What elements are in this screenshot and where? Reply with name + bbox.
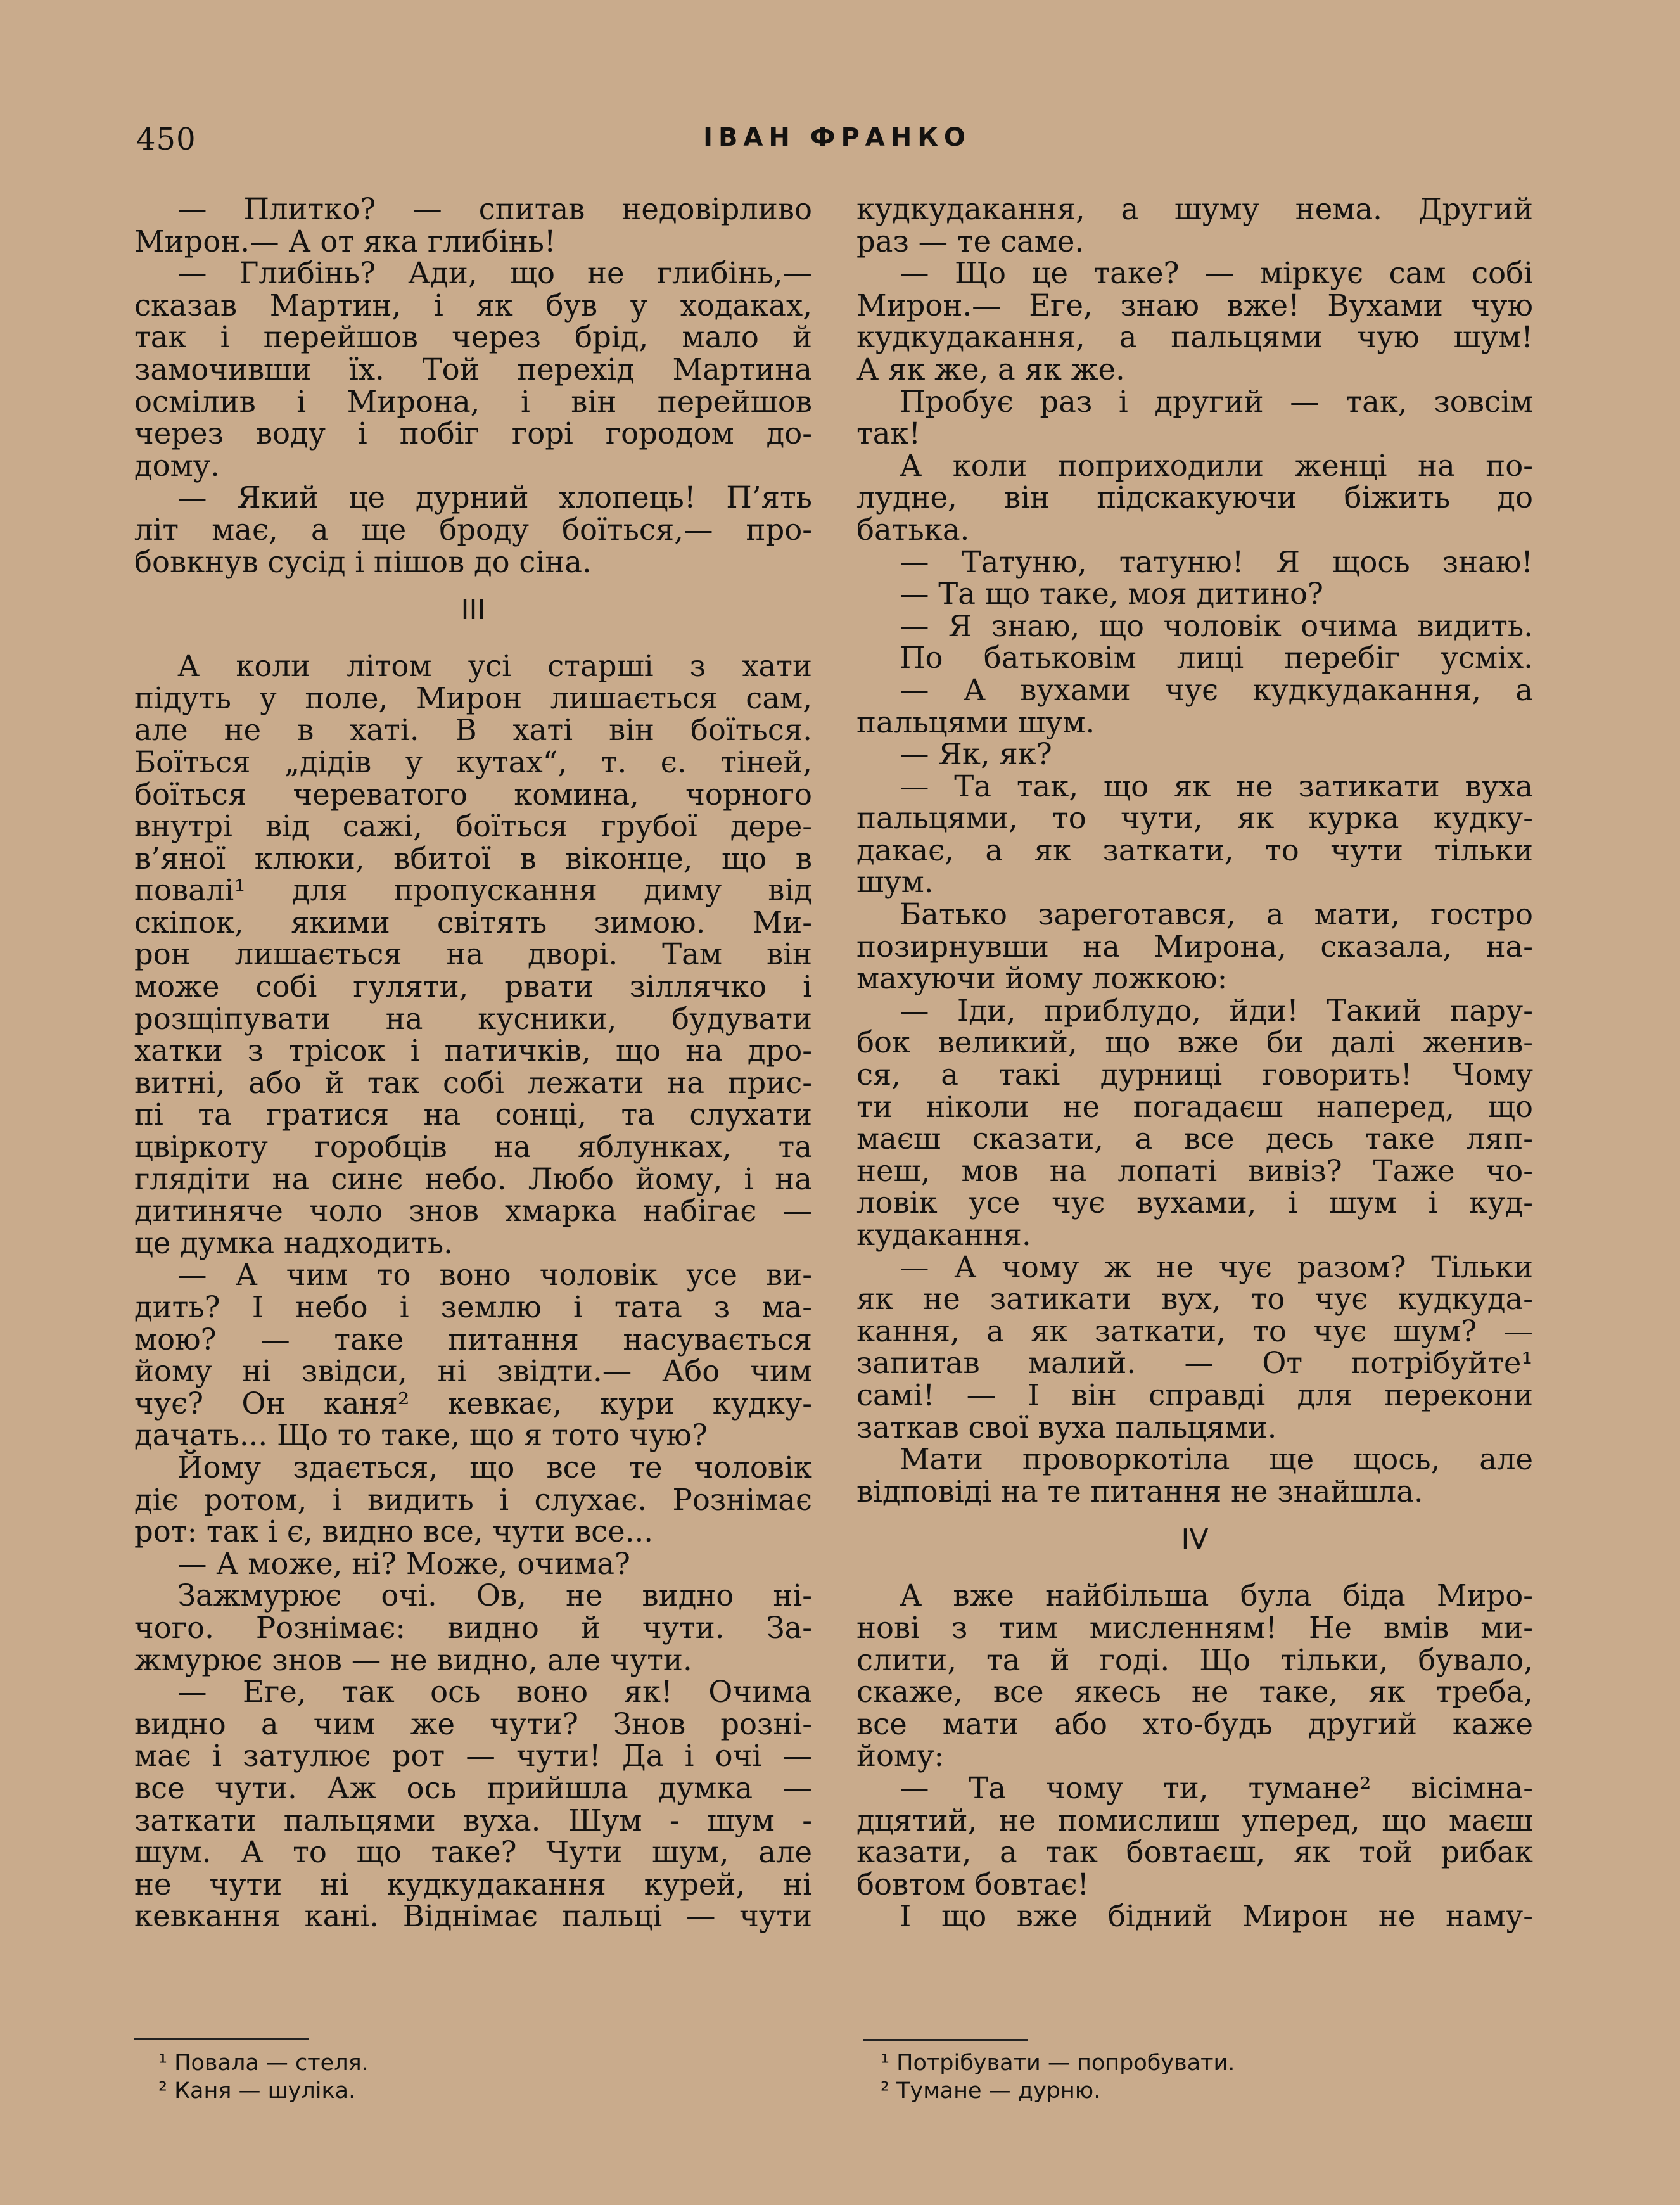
footnote: ² Каня — шуліка. <box>158 2078 356 2104</box>
text-line: — Плитко? — спитав недовірливо <box>177 192 812 226</box>
text-line: чує? Он каня² кевкає, кури кудку- <box>134 1386 812 1421</box>
text-line: має і затулює рот — чути! Да і очі — <box>134 1739 812 1774</box>
text-line: ся, а такі дурниці говорить! Чому <box>856 1058 1533 1092</box>
footnote: ¹ Потрібувати — попробувати. <box>881 2050 1235 2076</box>
text-line: скіпок, якими світять зимою. Ми- <box>134 905 812 940</box>
text-line: По батьковім лиці перебіг усміх. <box>900 641 1533 675</box>
text-line: в’яної клюки, вбитої в віконце, що в <box>134 841 812 876</box>
page-number: 450 <box>136 122 196 157</box>
text-line: дить? І небо і землю і тата з ма- <box>134 1290 812 1324</box>
text-line: бовтом бовтає! <box>856 1867 1090 1901</box>
footnote-rule-left <box>134 2038 309 2040</box>
running-title: ІВАН ФРАНКО <box>703 123 971 152</box>
text-line: — А вухами чує кудкудакання, а <box>900 672 1533 707</box>
text-line: — Іди, приблудо, йди! Такий пару- <box>900 993 1533 1028</box>
text-line: Йому здається, що все те чоловік <box>177 1450 812 1485</box>
section-heading: IV <box>1181 1523 1209 1556</box>
text-line: рот: так і є, видно все, чути все... <box>134 1514 654 1549</box>
text-line: батька. <box>856 512 970 547</box>
text-line: через воду і побіг горі городом до- <box>134 416 812 451</box>
text-line: кання, а як заткати, то чує шум? — <box>856 1313 1533 1348</box>
text-line: махуючи йому ложкою: <box>856 961 1228 996</box>
text-line: казати, а так бовтаєш, як той рибак <box>856 1835 1533 1870</box>
text-line: слити, та й годі. Що тільки, бувало, <box>856 1642 1533 1677</box>
text-line: А коли поприходили женці на по- <box>900 448 1533 483</box>
footnote: ² Тумане — дурню. <box>881 2078 1101 2104</box>
footnote-rule-right <box>863 2039 1028 2041</box>
text-line: Зажмурює очі. Ов, не видно ні- <box>177 1578 812 1613</box>
text-line: пі та гратися на сонці, та слухати <box>134 1097 812 1132</box>
text-line: — Глибінь? Ади, що не глибінь,— <box>177 256 812 291</box>
text-line: шум. <box>856 865 934 900</box>
text-line: розщіпувати на кусники, будувати <box>134 1001 812 1036</box>
text-line: маєш сказати, а все десь таке ляп- <box>856 1122 1533 1156</box>
text-line: витні, або й так собі лежати на прис- <box>134 1065 812 1100</box>
text-line: — Як, як? <box>900 737 1052 772</box>
text-line: дитиняче чоло знов хмарка набігає — <box>134 1194 812 1229</box>
text-line: — Я знаю, що чоловік очима видить. <box>900 608 1533 643</box>
text-line: чого. Рознімає: видно й чути. За- <box>134 1610 812 1645</box>
footnote: ¹ Повала — стеля. <box>158 2050 369 2076</box>
text-line: йому ні звідси, ні звідти.— Або чим <box>134 1354 812 1389</box>
text-line: Мирон.— А от яка глибінь! <box>134 224 556 259</box>
section-heading: III <box>461 594 486 627</box>
text-line: запитав малий. — От потрібуйте¹ <box>856 1346 1533 1381</box>
text-line: А коли літом усі старші з хати <box>177 649 812 684</box>
text-line: хатки з трісок і патичків, що на дро- <box>134 1033 812 1068</box>
text-line: неш, мов на лопаті вивіз? Таже чо- <box>856 1153 1533 1188</box>
text-line: діє ротом, і видить і слухає. Рознімає <box>134 1482 812 1517</box>
footnotes-left <box>158 2049 369 2105</box>
text-line: не чути ні кудкудакання курей, ні <box>134 1867 812 1901</box>
text-line: Мати проворкотіла ще щось, але <box>900 1442 1533 1477</box>
text-line: все мати або хто-будь другий каже <box>856 1706 1533 1741</box>
text-line: повалі¹ для пропускання диму від <box>134 873 812 908</box>
text-line: шум. А то що таке? Чути шум, але <box>134 1835 812 1870</box>
text-line: це думка надходить. <box>134 1225 453 1260</box>
page-header <box>136 122 1538 166</box>
text-line: може собі гуляти, рвати зіллячко і <box>134 969 812 1004</box>
left-column <box>134 193 812 1933</box>
text-line: жмурює знов — не видно, але чути. <box>134 1642 692 1677</box>
text-line: раз — те саме. <box>856 224 1085 259</box>
text-line: заткав свої вуха пальцями. <box>856 1410 1277 1445</box>
text-line: бок великий, що вже би далі женив- <box>856 1025 1533 1060</box>
text-line: боїться череватого комина, чорного <box>134 777 812 812</box>
text-line: дцятий, не помислиш уперед, що маєш <box>856 1803 1533 1838</box>
text-line: І що вже бідний Мирон не наму- <box>900 1899 1533 1934</box>
text-line: кудкудакання, а пальцями чую шум! <box>856 320 1533 355</box>
text-line: все чути. Аж ось прийшла думка — <box>134 1770 812 1805</box>
text-line: позирнувши на Мирона, сказала, на- <box>856 929 1533 964</box>
text-line: Пробує раз і другий — так, зовсім <box>900 384 1533 419</box>
text-line: — А чим то воно чоловік усе ви- <box>177 1258 812 1293</box>
text-line: Батько зареготався, а мати, гостро <box>900 897 1533 932</box>
text-line: Мирон.— Еге, знаю вже! Вухами чую <box>856 288 1533 323</box>
text-line: — Татуню, татуню! Я щось знаю! <box>900 544 1533 579</box>
text-line: але не в хаті. В хаті він боїться. <box>134 713 812 748</box>
text-line: — Який це дурний хлопець! П’ять <box>177 480 812 515</box>
text-line: замочивши їх. Той перехід Мартина <box>134 352 812 387</box>
text-line: кудакання. <box>856 1218 1031 1252</box>
text-line: нові з тим мисленням! Не вмів ми- <box>856 1610 1533 1645</box>
text-line: глядіти на синє небо. Любо йому, і на <box>134 1161 812 1196</box>
text-line: внутрі від сажі, боїться грубої дере- <box>134 809 812 844</box>
text-line: А як же, а як же. <box>856 352 1125 387</box>
text-line: — Та що таке, моя дитино? <box>900 577 1323 611</box>
text-line: дакає, а як заткати, то чути тільки <box>856 833 1533 867</box>
text-line: як не затикати вух, то чує кудкуда- <box>856 1282 1533 1317</box>
text-line: кевкання кані. Віднімає пальці — чути <box>134 1899 812 1934</box>
text-line: бовкнув сусід і пішов до сіна. <box>134 544 592 579</box>
text-line: підуть у поле, Мирон лишається сам, <box>134 681 812 715</box>
text-line: заткати пальцями вуха. Шум - шум - <box>134 1803 812 1838</box>
text-line: йому: <box>856 1739 945 1774</box>
text-line: — Та чому ти, тумане² вісімна- <box>900 1770 1533 1805</box>
text-line: самі! — І він справді для перекони <box>856 1377 1533 1412</box>
text-line: — Еге, так ось воно як! Очима <box>177 1675 812 1710</box>
right-column <box>856 193 1533 1933</box>
text-line: відповіді на те питання не знайшла. <box>856 1474 1423 1509</box>
text-line: ловік усе чує вухами, і шум і куд- <box>856 1186 1533 1220</box>
text-line: літ має, а ще броду боїться,— про- <box>134 512 812 547</box>
text-line: так! <box>856 416 921 451</box>
text-line: рон лишається на дворі. Там він <box>134 937 812 972</box>
text-line: ти ніколи не погадаєш наперед, що <box>856 1089 1533 1124</box>
text-line: скаже, все якесь не таке, як треба, <box>856 1675 1533 1710</box>
text-line: кудкудакання, а шуму нема. Другий <box>856 192 1533 226</box>
text-line: цвіркоту горобців на яблунках, та <box>134 1130 812 1165</box>
text-line: сказав Мартин, і як був у ходаках, <box>134 288 812 323</box>
text-line: мою? — таке питання насувається <box>134 1322 812 1357</box>
text-line: дому. <box>134 448 220 483</box>
text-line: — А може, ні? Може, очима? <box>177 1546 630 1581</box>
text-line: пальцями, то чути, як курка кудку- <box>856 801 1533 836</box>
text-line: лудне, він підскакуючи біжить до <box>856 480 1533 515</box>
text-line: Боїться „дідів у кутах“, т. є. тіней, <box>134 745 812 779</box>
text-line: осмілив і Мирона, і він перейшов <box>134 384 812 419</box>
text-line: — Що це таке? — міркує сам собі <box>900 256 1533 291</box>
text-line: так і перейшов через брід, мало й <box>134 320 812 355</box>
text-line: — А чому ж не чує разом? Тільки <box>900 1250 1533 1284</box>
text-line: видно а чим же чути? Знов розні- <box>134 1706 812 1741</box>
text-line: — Та так, що як не затикати вуха <box>900 769 1533 803</box>
footnotes-right <box>881 2049 1235 2105</box>
text-line: А вже найбільша була біда Миро- <box>900 1578 1533 1613</box>
text-line: дачать... Що то таке, що я тото чую? <box>134 1418 708 1453</box>
text-line: пальцями шум. <box>856 705 1095 739</box>
